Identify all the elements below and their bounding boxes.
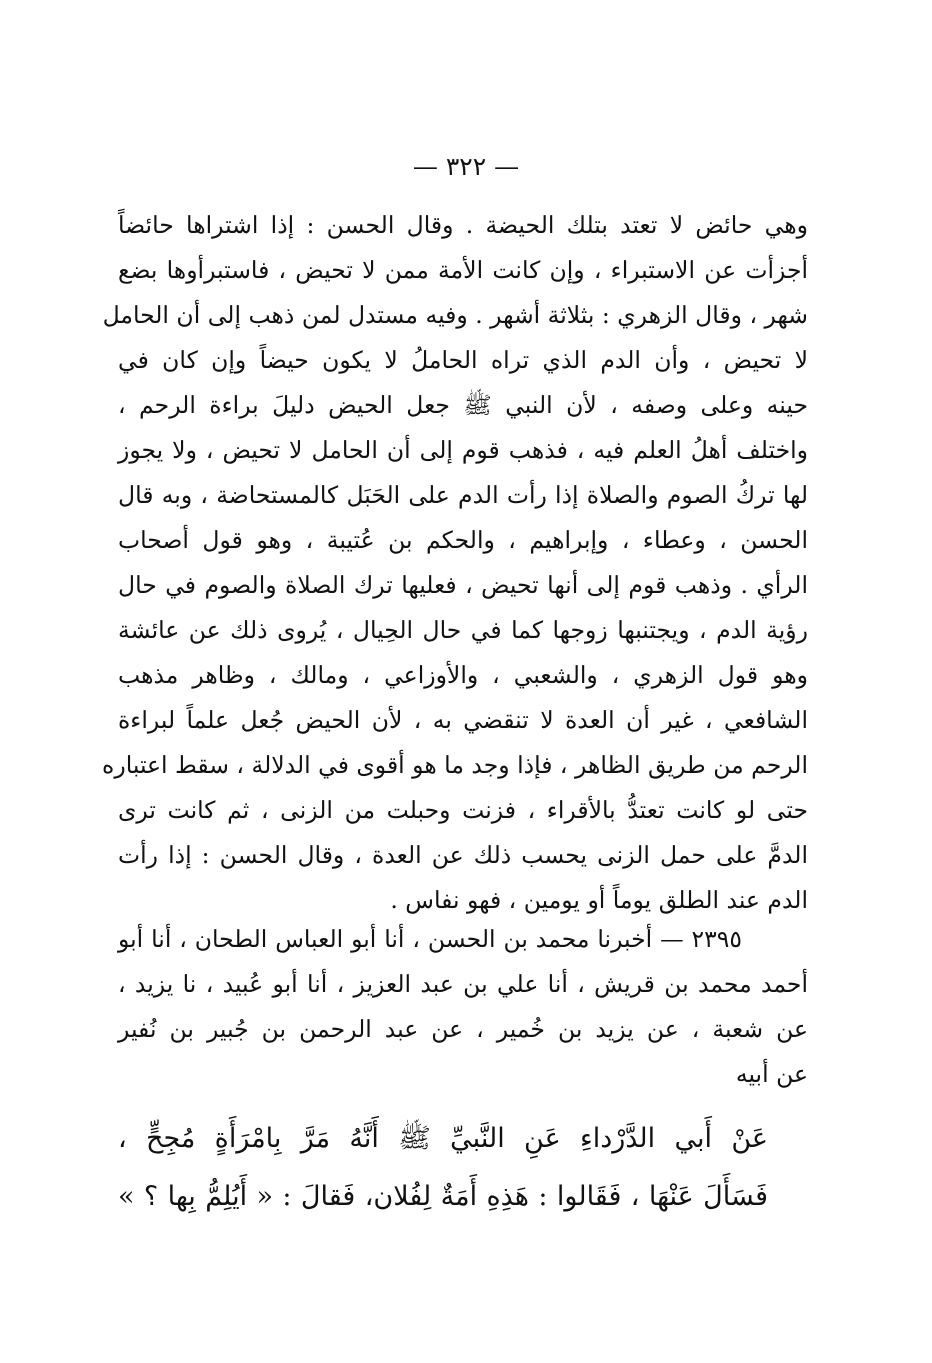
text-line: وهي حائض لا تعتد بتلك الحيضة . وقال الحسن : إذا اشتراها حائضاً [118, 211, 808, 239]
text-line: الدمَّ على حمل الزنى يحسب ذلك عن العدة ، وقال الحسن : إذا رأت [118, 841, 808, 869]
text-line: الرحم من طريق الظاهر ، فإذا وجد ما هو أقوى في الدلالة ، سقط اعتباره [102, 751, 808, 779]
text-line: وهو قول الزهري ، والشعبي ، والأوزاعي ، ومالك ، وظاهر مذهب [118, 661, 808, 689]
text-line: لا تحيض ، وأن الدم الذي تراه الحاملُ لا يكون حيضاً وإن كان في [118, 346, 808, 374]
text-line: عن شعبة ، عن يزيد بن خُمير ، عن عبد الرحمن بن جُبير بن نُفير [118, 1015, 808, 1043]
text-line: شهر ، وقال الزهري : بثلاثة أشهر . وفيه مستدل لمن ذهب إلى أن الحامل [102, 301, 808, 329]
text-line: رؤية الدم ، ويجتنبها زوجها كما في حال الحِيال ، يُروى ذلك عن عائشة [118, 616, 808, 644]
text-line: عن أبيه [735, 1060, 808, 1088]
hadith-chain-paragraph [118, 917, 808, 1097]
text-line: حتى لو كانت تعتدُّ بالأقراء ، فزنت وحبلت من الزنى ، ثم كانت ترى [118, 796, 808, 824]
commentary-paragraph [102, 203, 808, 923]
text-line: الحسن ، وعطاء ، وإبراهيم ، والحكم بن عُتيبة ، وهو قول أصحاب [118, 526, 808, 554]
hadith-number-line: ٢٣٩٥ — أخبرنا محمد بن الحسن ، أنا أبو العباس الطحان ، أنا أبو [118, 925, 742, 953]
text-line: أحمد محمد بن قريش ، أنا علي بن عبد العزيز ، أنا أبو عُبيد ، نا يزيد ، [118, 970, 808, 998]
text-line: لها تركُ الصوم والصلاة إذا رأت الدم على الحَبَل كالمستحاضة ، وبه قال [118, 481, 808, 509]
text-line: حينه وعلى وصفه ، لأن النبي ﷺ جعل الحيض دليلَ براءة الرحم ، [118, 391, 808, 419]
text-line: الرأي . وذهب قوم إلى أنها تحيض ، فعليها ترك الصلاة والصوم في حال [118, 571, 808, 599]
hadith-text-paragraph [118, 1110, 768, 1226]
page-number: — ٣٢٢ — [412, 152, 520, 181]
text-line: الشافعي ، غير أن العدة لا تنقضي به ، لأن الحيض جُعل علماً لبراءة [118, 706, 808, 734]
vocalized-text-line: فَسَأَلَ عَنْهَا ، فَقَالوا : هَذِهِ أَمَةٌ لِفُلان، فَقالَ : « أَيُلِمُّ بِها ؟ » [118, 1181, 768, 1212]
text-line: أجزأت عن الاستبراء ، وإن كانت الأمة ممن لا تحيض ، فاستبرأوها بضع [118, 256, 808, 284]
vocalized-text-line: عَنْ أَبي الدَّرْداءِ عَنِ النَّبيِّ ﷺ أَنَّهُ مَرَّ بِامْرَأَةٍ مُجِحٍّ ، [118, 1123, 768, 1154]
text-line: واختلف أهلُ العلم فيه ، فذهب قوم إلى أن الحامل لا تحيض ، ولا يجوز [118, 436, 808, 464]
text-line: الدم عند الطلق يوماً أو يومين ، فهو نفاس . [390, 886, 808, 914]
